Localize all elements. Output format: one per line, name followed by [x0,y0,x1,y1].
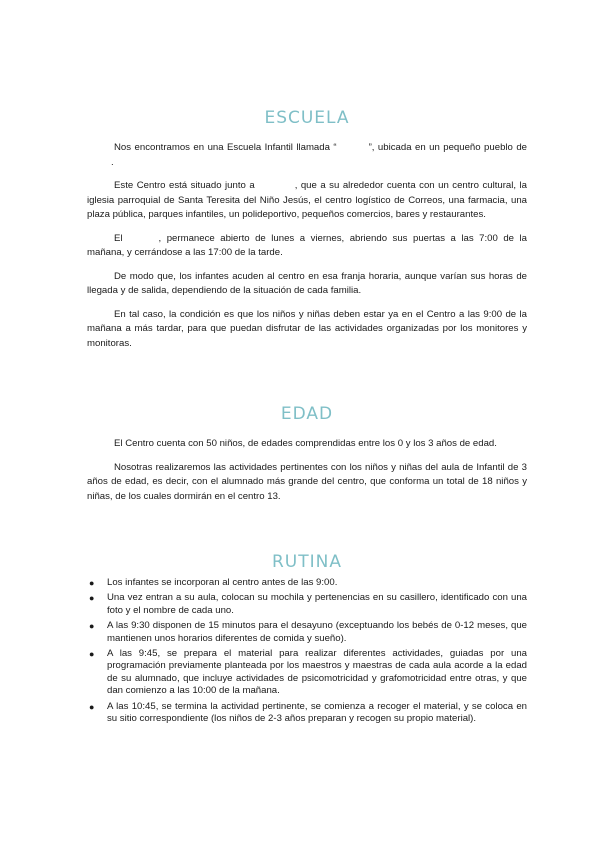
edad-body [87,437,527,513]
rutina-body [87,577,527,728]
escuela-paragraph-1: Nos encontramos en una Escuela Infantil llamada “ ”, ubicada en un pequeño pueblo de. [111,142,528,168]
bullet-icon: ● [89,593,95,604]
rutina-list-item: ● Una vez entran a su aula, colocan su mochila y pertenencias en su casillero, identificado con una foto y el nombre de cada uno. [89,592,527,616]
escuela-paragraph-5: En tal caso, la condición es que los niños y niñas deben estar ya en el Centro a las 9:00 de la mañana a más tardar, para que puedan disfrutar de las actividades organizadas por los monitores y monitoras. [87,308,527,349]
edad-paragraph-2: Nosotras realizaremos las actividades pertinentes con los niños y niñas del aula de Infantil de 3 años de edad, es decir, con el alumnado más grande del centro, que conforma un total de 18 niños y niñas, de los cuales dormirán en el centro 13. [87,461,527,502]
escuela-paragraph-2: Este Centro está situado junto a , que a su alrededor cuenta con un centro cultural, la iglesia parroquial de Santa Teresita del Niño Jesús, el centro logístico de Correos, una farmacia, una plaza pública, parques infantiles, un polideportivo, pequeños comercios, bares y restaurantes. [87,180,527,220]
rutina-list-item: ● A las 9:30 disponen de 15 minutos para el desayuno (exceptuando los bebés de 0-12 meses, que mantienen unos horarios diferentes de comida y sueño). [89,620,527,644]
edad-paragraph-1: El Centro cuenta con 50 niños, de edades comprendidas entre los 0 y los 3 años de edad. [114,438,497,449]
section-title-rutina: RUTINA [272,552,342,572]
bullet-icon: ● [89,578,95,588]
bullet-icon: ● [89,621,95,632]
rutina-list-item: ● A las 9:45, se prepara el material para realizar diferentes actividades, guiadas por una programación previamente planteada por los maestros y maestras de cada aula acorde a la edad de su alumnado, que incluye actividades de psicomotricidad y grafomotricidad entre otras, y que dan comienzo a las 10:00 de la mañana. [89,648,527,697]
rutina-list [87,577,527,725]
section-title-escuela: ESCUELA [264,108,350,128]
rutina-list-item: ● Los infantes se incorporan al centro antes de las 9:00. [89,577,338,588]
escuela-paragraph-3: El , permanece abierto de lunes a viernes, abriendo sus puertas a las 7:00 de la mañana, y cerrándose a las 17:00 de la tarde. [87,232,527,258]
section-title-edad: EDAD [280,404,334,424]
escuela-body [87,141,527,360]
escuela-paragraph-4: De modo que, los infantes acuden al centro en esa franja horaria, aunque varían sus horas de llegada y de salida, dependiendo de la situación de cada familia. [87,270,527,296]
rutina-list-item: ● A las 10:45, se termina la actividad pertinente, se comienza a recoger el material, y se coloca en su sitio correspondiente (los niños de 2-3 años preparan y recogen su propio material). [89,700,527,725]
bullet-icon: ● [89,649,95,660]
bullet-icon: ● [89,701,95,712]
